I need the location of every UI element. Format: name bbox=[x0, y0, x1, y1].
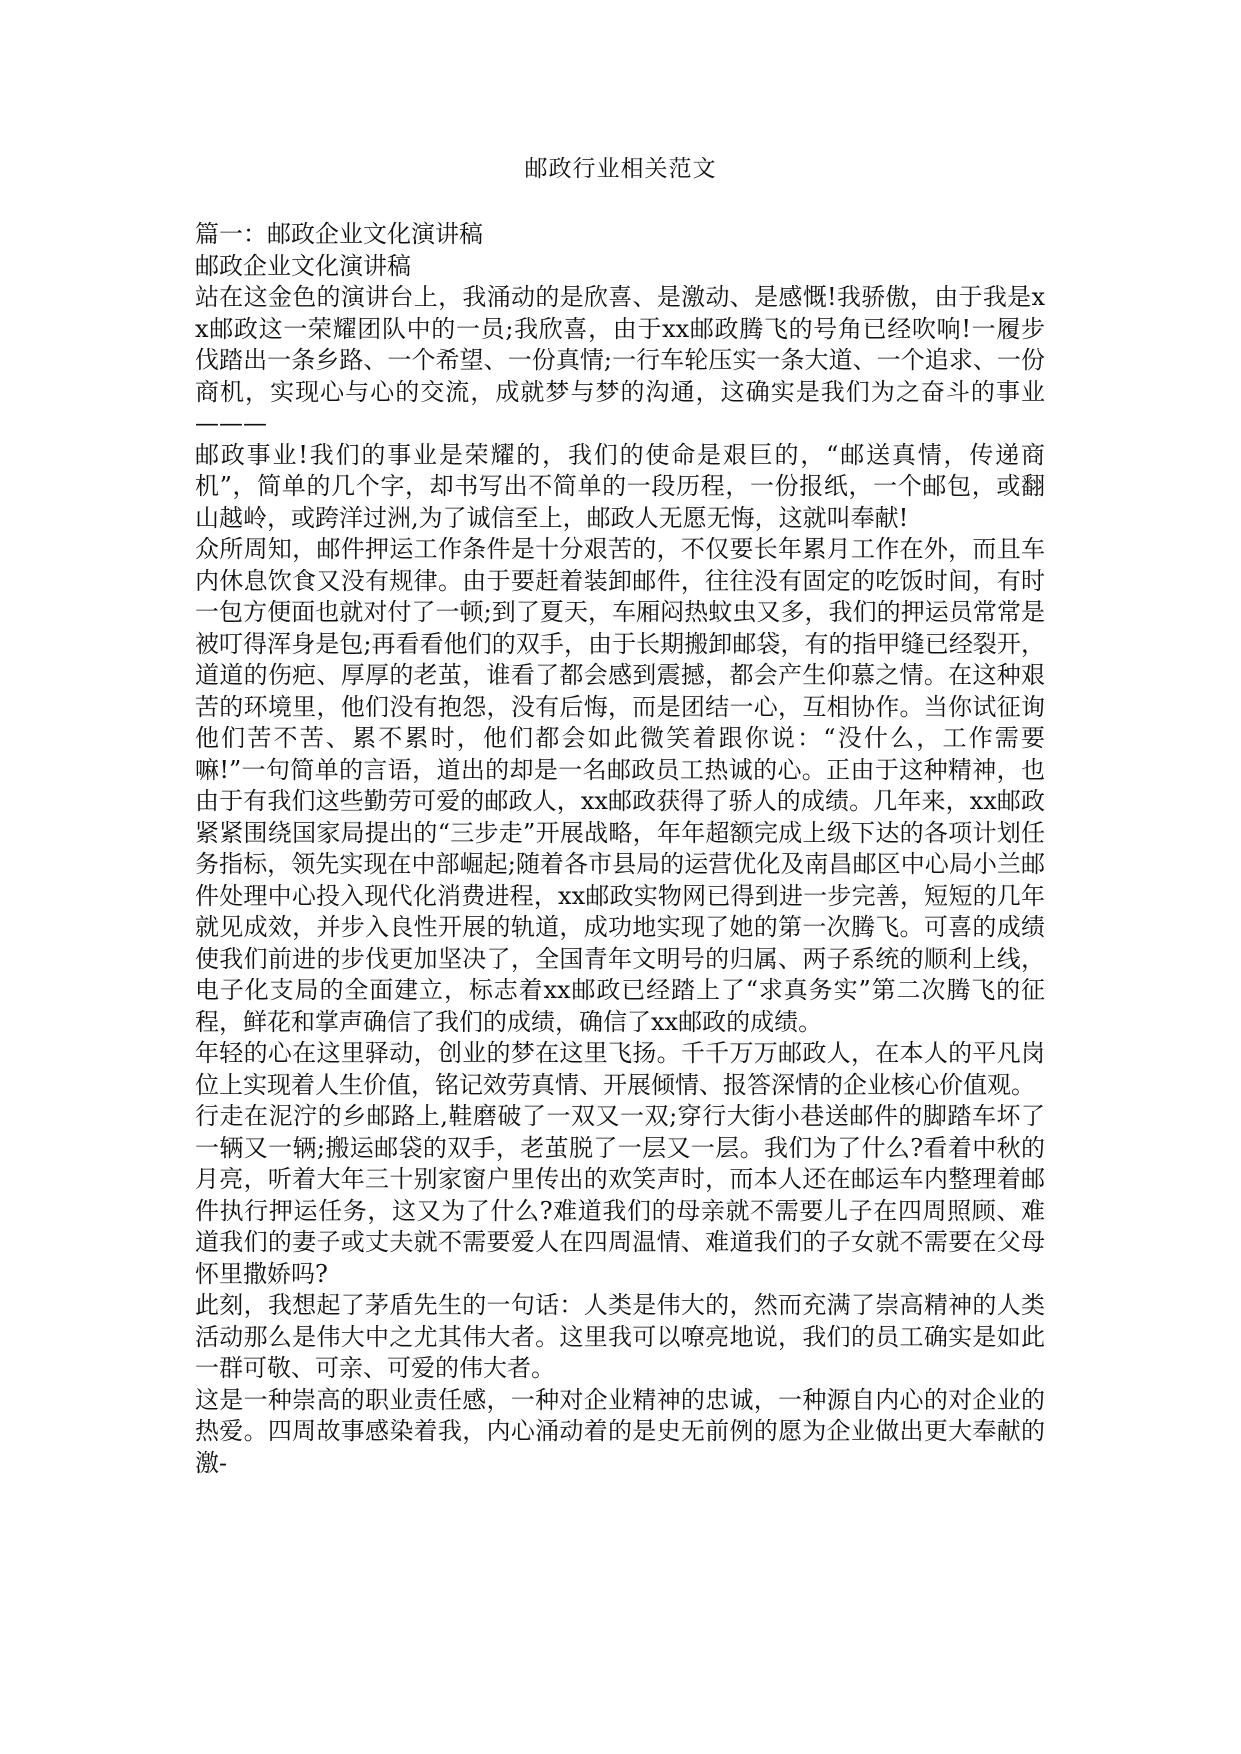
paragraph: 众所周知，邮件押运工作条件是十分艰苦的，不仅要长年累月工作在外，而且车内休息饮食又没有规律。由于要赶着装卸邮件，往往没有固定的吃饭时间，有时一包方便面也就对付了一顿;到了夏天，车厢闷热蚊虫又多，我们的押运员常常是被叮得浑身是包;再看看他们的双手，由于长期搬卸邮袋，有的指甲缝已经裂开，道道的伤疤、厚厚的老茧，谁看了都会感到震撼，都会产生仰慕之情。在这种艰苦的环境里，他们没有抱怨，没有后悔，而是团结一心，互相协作。当你试征询他们苦不苦、累不累时，他们都会如此微笑着跟你说：“没什么，工作需要嘛!”一句简单的言语，道出的却是一名邮政员工热诚的心。正由于这种精神，也由于有我们这些勤劳可爱的邮政人，xx邮政获得了骄人的成绩。几年来，xx邮政紧紧围绕国家局提出的“三步走”开展战略，年年超额完成上级下达的各项计划任务指标，领先实现在中部崛起;随着各市县局的运营优化及南昌邮区中心局小兰邮件处理中心投入现代化消费进程，xx邮政实物网已得到进一步完善，短短的几年就见成效，并步入良性开展的轨道，成功地实现了她的第一次腾飞。可喜的成绩使我们前进的步伐更加坚决了，全国青年文明号的归属、两子系统的顺利上线，电子化支局的全面建立，标志着xx邮政已经踏上了“求真务实”第二次腾飞的征程，鲜花和掌声确信了我们的成绩，确信了xx邮政的成绩。 bbox=[195, 535, 1045, 1036]
document-body bbox=[195, 219, 1045, 1479]
paragraph: 此刻，我想起了茅盾先生的一句话：人类是伟大的，然而充满了崇高精神的人类活动那么是伟大中之尤其伟大者。这里我可以嘹亮地说，我们的员工确实是如此一群可敬、可亲、可爱的伟大者。 bbox=[195, 1291, 1045, 1382]
paragraph: 邮政事业!我们的事业是荣耀的，我们的使命是艰巨的，“邮送真情，传递商机”，简单的几个字，却书写出不简单的一段历程，一份报纸，一个邮包，或翻山越岭，或跨洋过洲,为了诚信至上，邮政人无愿无悔，这就叫奉献! bbox=[195, 440, 1045, 532]
speech-title: 邮政企业文化演讲稿 bbox=[195, 251, 411, 280]
document-title: 邮政行业相关范文 bbox=[524, 156, 717, 182]
paragraph: 这是一种崇高的职业责任感，一种对企业精神的忠诚，一种源自内心的对企业的热爱。四周故事感染着我，内心涌动着的是史无前例的愿为企业做出更大奉献的激- bbox=[195, 1385, 1045, 1477]
section-heading: 篇一：邮政企业文化演讲稿 bbox=[195, 220, 483, 248]
paragraph: 行走在泥泞的乡邮路上,鞋磨破了一双又一双;穿行大街小巷送邮件的脚踏车坏了一辆又一辆;搬运邮袋的双手，老茧脱了一层又一层。我们为了什么?看着中秋的月亮，听着大年三十别家窗户里传出的欢笑声时，而本人还在邮运车内整理着邮件执行押运任务，这又为了什么?难道我们的母亲就不需要儿子在四周照顾、难道我们的妻子或丈夫就不需要爱人在四周温情、难道我们的子女就不需要在父母怀里撒娇吗? bbox=[195, 1102, 1045, 1288]
paragraph: 年轻的心在这里驿动，创业的梦在这里飞扬。千千万万邮政人，在本人的平凡岗位上实现着人生价值，铭记效劳真情、开展倾情、报答深情的企业核心价值观。 bbox=[195, 1039, 1045, 1099]
paragraph: 站在这金色的演讲台上，我涌动的是欣喜、是激动、是感慨!我骄傲，由于我是xx邮政这一荣耀团队中的一员;我欣喜，由于xx邮政腾飞的号角已经吹响!一履步伐踏出一条乡路、一个希望、一份真情;一行车轮压实一条大道、一个追求、一份商机，实现心与心的交流，成就梦与梦的沟通，这确实是我们为之奋斗的事业——— bbox=[195, 283, 1045, 437]
